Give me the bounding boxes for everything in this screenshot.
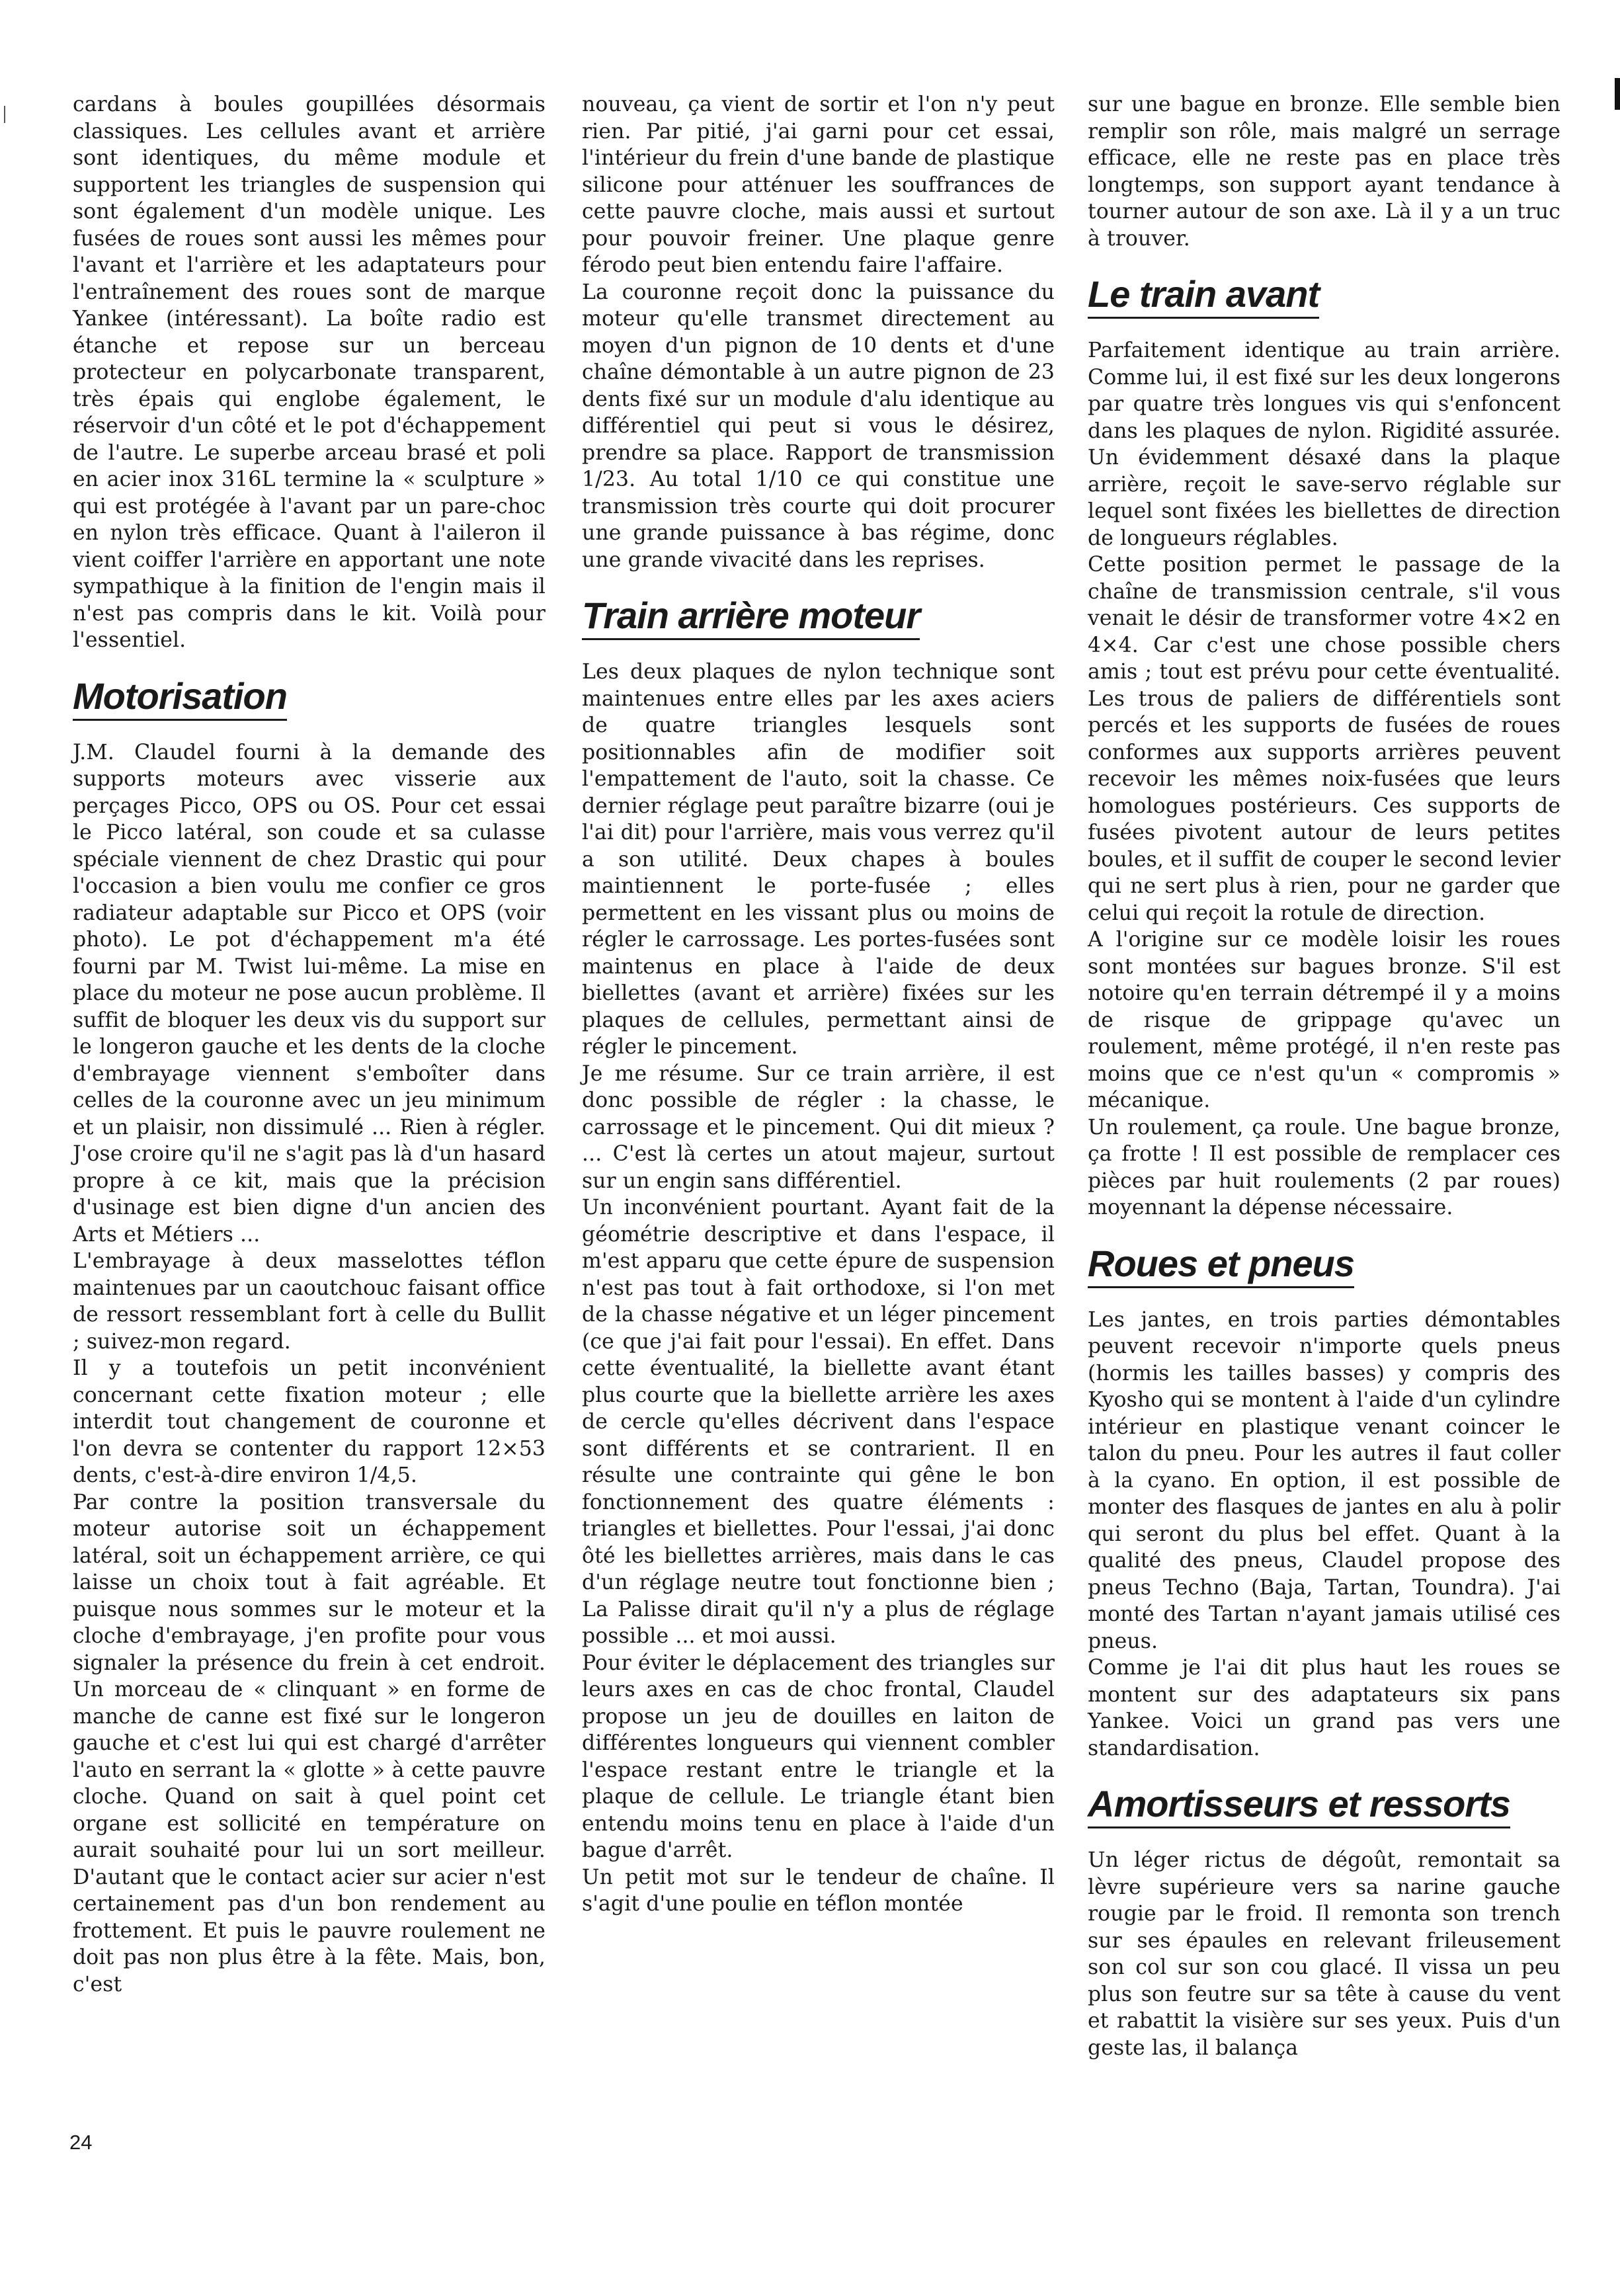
paragraph: sur une bague en bronze. Elle semble bien remplir son rôle, mais malgré un serrage efficace, elle ne reste pas en place très longtemps, son support ayant tendance à tourner autour de son axe. Là il y a un truc à trouver. [1088,93,1560,251]
section-heading-roues-et-pneus: Roues et pneus [1088,1244,1354,1288]
page-number: 24 [69,2131,93,2154]
paragraph: A l'origine sur ce modèle loisir les roues sont montées sur bagues bronze. S'il est notoire qu'en terrain détrempé il y a moins de risque de grippage qu'avec un roulement, même protégé, il n'en reste pas moins que ce n'est qu'un « compromis » mécanique. [1088,928,1560,1112]
paragraph: Il y a toutefois un petit inconvénient concernant cette fixation moteur ; elle interdit tout changement de couronne et l'on devra se contenter du rapport 12×53 dents, c'est-à-dire environ 1/4,5. [73,1356,546,1487]
paragraph: Par contre la position transversale du moteur autorise soit un échappement latéral, soit un échappement arrière, ce qui laisse un choix tout à fait agréable. Et puisque nous sommes sur le moteur et la cloche d'embrayage, j'en profite pour vous signaler la présence du frein à cet endroit. Un morceau de « clinquant » en forme de manche de canne est fixé sur le longeron gauche et c'est lui qui est chargé d'arrêter l'auto en serrant la « glotte » à cette pauvre cloche. Quand on sait à quel point cet organe est sollicité en température on aurait souhaité pour lui un sort meilleur. D'autant que le contact acier sur acier n'est certainement pas d'un bon rendement au frottement. Et puis le pauvre roulement ne doit pas non plus être à la fête. Mais, bon, c'est [73,1490,546,1996]
paragraph: Comme je l'ai dit plus haut les roues se montent sur des adaptateurs six pans Yankee. Voici un grand pas vers une standardisation. [1088,1656,1560,1760]
section-heading-motorisation: Motorisation [73,676,287,721]
paragraph: La couronne reçoit donc la puissance du moteur qu'elle transmet directement au moyen d'un pignon de 10 dents et d'une chaîne démontable à un autre pignon de 23 dents fixé sur un module d'alu identique au différentiel qui peut si vous le désirez, prendre sa place. Rapport de transmission 1/23. Au total 1/10 ce qui constitue une transmission très courte qui doit procurer une grande puissance à bas régime, donc une grande vivacité dans les reprises. [582,280,1055,572]
paragraph: Cette position permet le passage de la chaîne de transmission centrale, s'il vous venait le désir de transformer votre 4×2 en 4×4. Car c'est une chose possible chers amis ; tout est prévu pour cette éventualité. Les trous de paliers de différentiels sont percés et les supports de fusées de roues conformes aux supports arrières peuvent recevoir les mêmes noix-fusées que leurs homologues postérieurs. Ces supports de fusées pivotent autour de leurs petites boules, et il suffit de couper le second levier qui ne sert plus à rien, pour ne garder que celui qui reçoit la rotule de direction. [1088,553,1560,925]
paragraph: Les deux plaques de nylon technique sont maintenues entre elles par les axes aciers de quatre triangles lesquels sont positionnables afin de modifier soit l'empattement de l'auto, soit la chasse. Ce dernier réglage peut paraître bizarre (oui je l'ai dit) pour l'arrière, mais vous verrez qu'il a son utilité. Deux chapes à boules maintiennent le porte-fusée ; elles permettent en les vissant plus ou moins de régler le carrossage. Les portes-fusées sont maintenus en place à l'aide de deux biellettes (avant et arrière) fixées sur les plaques de cellules, permettant ainsi de régler le pincement. [582,660,1055,1059]
paragraph: Parfaitement identique au train arrière. Comme lui, il est fixé sur les deux longerons par quatre très longues vis qui s'enfoncent dans les plaques de nylon. Rigidité assurée. Un évidemment désaxé dans la plaque arrière, reçoit le save-servo réglable sur lequel sont fixées les biellettes de direction de longueurs réglables. [1088,339,1560,550]
paragraph: Un roulement, ça roule. Une bague bronze, ça frotte ! Il est possible de remplacer ces pièces par huit roulements (2 par roues) moyennant la dépense nécessaire. [1088,1115,1560,1219]
paragraph: J.M. Claudel fourni à la demande des supports moteurs avec visserie aux perçages Picco, OPS ou OS. Pour cet essai le Picco latéral, son coude et sa culasse spéciale viennent de chez Drastic qui pour l'occasion a bien voulu me confier ce gros radiateur adaptable sur Picco et OPS (voir photo). Le pot d'échappement m'a été fourni par M. Twist lui-même. La mise en place du moteur ne pose aucun problème. Il suffit de bloquer les deux vis du support sur le longeron gauche et les dents de la cloche d'embrayage viennent s'emboîter dans celles de la couronne avec un jeu minimum et un plaisir, non dissimulé ... Rien à régler. J'ose croire qu'il ne s'agit pas là d'un hasard propre à ce kit, mais que la précision d'usinage est bien digne d'un ancien des Arts et Métiers ... [73,740,546,1247]
paragraph: Un inconvénient pourtant. Ayant fait de la géométrie descriptive et dans l'espace, il m'est apparu que cette épure de suspension n'est pas tout à fait orthodoxe, si l'on met de la chasse négative et un léger pincement (ce que j'ai fait pour l'essai). En effet. Dans cette éventualité, la biellette avant étant plus courte que la biellette arrière les axes de cercle qu'elles décrivent dans l'espace sont différents et se contrarient. Il en résulte une contrainte qui gêne le bon fonctionnement des quatre éléments : triangles et biellettes. Pour l'essai, j'ai donc ôté les biellettes arrières, mais dans le cas d'un réglage neutre tout fonctionne bien ; La Palisse dirait qu'il n'y a plus de réglage possible ... et moi aussi. [582,1196,1055,1648]
scan-edge-mark-right [1615,78,1620,110]
column-2 [582,91,1055,1918]
column-3 [1088,91,1560,2061]
section-heading-le-train-avant: Le train avant [1088,274,1319,319]
section-heading-train-arriere-moteur: Train arrière moteur [582,596,920,640]
column-1 [73,91,546,1998]
scan-edge-mark-left [4,106,5,123]
paragraph: nouveau, ça vient de sortir et l'on n'y peut rien. Par pitié, j'ai garni pour cet essai, l'intérieur du frein d'une bande de plastique silicone pour atténuer les souffrances de cette pauvre cloche, mais aussi et surtout pour pouvoir freiner. Une plaque genre férodo peut bien entendu faire l'affaire. [582,93,1055,277]
paragraph: Un petit mot sur le tendeur de chaîne. Il s'agit d'une poulie en téflon montée [582,1865,1055,1916]
paragraph: L'embrayage à deux masselottes téflon maintenues par un caoutchouc faisant office de ressort ressemblant fort à celle du Bullit ; suivez-mon regard. [73,1249,546,1354]
section-heading-amortisseurs-et-ressorts: Amortisseurs et ressorts [1088,1784,1510,1828]
paragraph: Un léger rictus de dégoût, remontait sa lèvre supérieure vers sa narine gauche rougie par le froid. Il remonta son trench sur ses épaules en relevant frileusement son col sur son cou glacé. Il vissa un peu plus son feutre sur sa tête à cause du vent et rabattit la visière sur ses yeux. Puis d'un geste las, il balança [1088,1848,1560,2060]
paragraph: cardans à boules goupillées désormais classiques. Les cellules avant et arrière sont identiques, du même module et supportent les triangles de suspension qui sont également d'un modèle unique. Les fusées de roues sont aussi les mêmes pour l'avant et l'arrière et les adaptateurs pour l'entraînement des roues sont de marque Yankee (intéressant). La boîte radio est étanche et repose sur un berceau protecteur en polycarbonate transparent, très épais qui englobe également, le réservoir d'un côté et le pot d'échappement de l'autre. Le superbe arceau brasé et poli en acier inox 316L termine la « sculpture » qui est protégée à l'avant par un pare-choc en nylon très efficace. Quant à l'aileron il vient coiffer l'arrière en apportant une note sympathique à la finition de l'engin mais il n'est pas compris dans le kit. Voilà pour l'essentiel. [73,93,546,652]
paragraph: Les jantes, en trois parties démontables peuvent recevoir n'importe quels pneus (hormis les tailles basses) y compris des Kyosho qui se montent à l'aide d'un cylindre intérieur en plastique venant coincer le talon du pneu. Pour les autres il faut coller à la cyano. En option, il est possible de monter des flasques de jantes en alu à polir qui seront du plus bel effet. Quant à la qualité des pneus, Claudel propose des pneus Techno (Baja, Tartan, Toundra). J'ai monté des Tartan n'ayant jamais utilisé ces pneus. [1088,1307,1560,1653]
paragraph: Je me résume. Sur ce train arrière, il est donc possible de régler : la chasse, le carrossage et le pincement. Qui dit mieux ? ... C'est là certes un atout majeur, surtout sur un engin sans différentiel. [582,1061,1055,1193]
paragraph: Pour éviter le déplacement des triangles sur leurs axes en cas de choc frontal, Claudel propose un jeu de douilles en laiton de différentes longueurs qui viennent combler l'espace restant entre le triangle et la plaque de cellule. Le triangle étant bien entendu moins tenu en place à l'aide d'un bague d'arrêt. [582,1651,1055,1862]
